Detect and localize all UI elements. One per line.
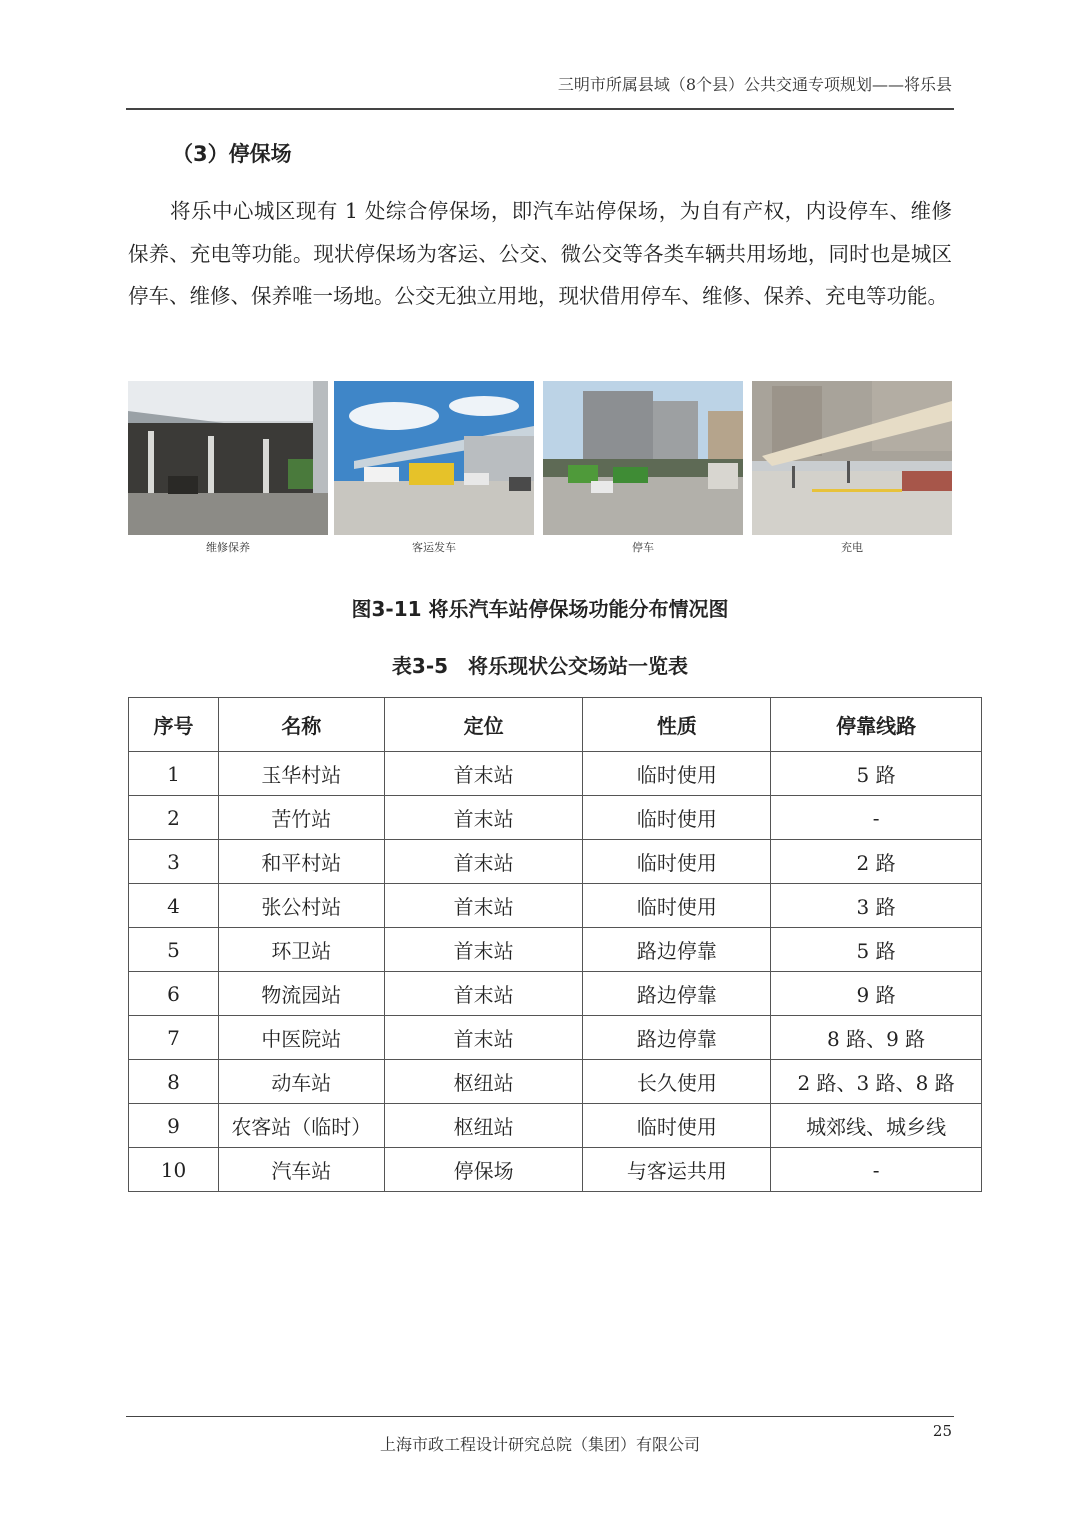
table-caption: 表3-5 将乐现状公交场站一览表: [391, 654, 689, 678]
table-row: [129, 840, 982, 884]
cell-nature: 路边停靠: [583, 928, 771, 972]
cell-routes: 9 路: [771, 972, 982, 1016]
running-footer: 上海市政工程设计研究总院（集团）有限公司: [379, 1435, 700, 1454]
photo-caption-departure: 客运发车: [412, 541, 456, 554]
cell-routes: 5 路: [771, 752, 982, 796]
page-number: 25: [932, 1422, 952, 1440]
table-row: [129, 1104, 982, 1148]
cell-name: 玉华村站: [218, 752, 384, 796]
section-title: （3）停保场: [172, 142, 292, 166]
col-header-name: 名称: [218, 698, 384, 752]
cell-name: 农客站（临时）: [218, 1104, 384, 1148]
photo-parking: [543, 381, 743, 535]
col-header-position: 定位: [384, 698, 583, 752]
cell-name: 中医院站: [218, 1016, 384, 1060]
table-row: [129, 1148, 982, 1192]
cell-nature: 临时使用: [583, 884, 771, 928]
cell-position: 首末站: [384, 1016, 583, 1060]
cell-nature: 临时使用: [583, 752, 771, 796]
table-row: [129, 928, 982, 972]
table-header-row: [129, 698, 982, 752]
cell-name: 汽车站: [218, 1148, 384, 1192]
col-header-index: 序号: [129, 698, 219, 752]
cell-nature: 临时使用: [583, 796, 771, 840]
cell-position: 停保场: [384, 1148, 583, 1192]
cell-index: 10: [129, 1148, 219, 1192]
cell-index: 7: [129, 1016, 219, 1060]
photo-caption-charging: 充电: [841, 541, 863, 554]
photo-caption-maintenance: 维修保养: [206, 541, 250, 554]
cell-index: 5: [129, 928, 219, 972]
cell-position: 首末站: [384, 972, 583, 1016]
cell-routes: 5 路: [771, 928, 982, 972]
photo-maintenance: [128, 381, 328, 535]
table-row: [129, 884, 982, 928]
col-header-nature: 性质: [583, 698, 771, 752]
figure-caption: 图3-11 将乐汽车站停保场功能分布情况图: [351, 597, 729, 621]
cell-name: 张公村站: [218, 884, 384, 928]
photo-charging: [752, 381, 952, 535]
table-row: [129, 1016, 982, 1060]
cell-nature: 与客运共用: [583, 1148, 771, 1192]
cell-position: 首末站: [384, 752, 583, 796]
table-row: [129, 1060, 982, 1104]
stations-table: [128, 697, 982, 1192]
cell-name: 和平村站: [218, 840, 384, 884]
cell-routes: 2 路: [771, 840, 982, 884]
cell-routes: 城郊线、城乡线: [771, 1104, 982, 1148]
cell-routes: -: [771, 796, 982, 840]
col-header-routes: 停靠线路: [771, 698, 982, 752]
body-paragraph: 将乐中心城区现有 1 处综合停保场，即汽车站停保场，为自有产权，内设停车、维修保养、充电等功能。现状停保场为客运、公交、微公交等各类车辆共用场地，同时也是城区停车、维修、保养唯一场地。公交无独立用地，现状借用停车、维修、保养、充电等功能。: [128, 199, 952, 308]
cell-routes: 8 路、9 路: [771, 1016, 982, 1060]
header-rule: [126, 108, 954, 110]
cell-index: 2: [129, 796, 219, 840]
cell-routes: 2 路、3 路、8 路: [771, 1060, 982, 1104]
cell-index: 1: [129, 752, 219, 796]
photo-strip: [128, 381, 952, 557]
cell-index: 8: [129, 1060, 219, 1104]
table-row: [129, 972, 982, 1016]
cell-index: 6: [129, 972, 219, 1016]
cell-nature: 临时使用: [583, 840, 771, 884]
cell-nature: 长久使用: [583, 1060, 771, 1104]
cell-routes: -: [771, 1148, 982, 1192]
cell-index: 9: [129, 1104, 219, 1148]
cell-position: 首末站: [384, 796, 583, 840]
cell-index: 3: [129, 840, 219, 884]
table-row: [129, 752, 982, 796]
photo-departure: [334, 381, 534, 535]
cell-position: 首末站: [384, 840, 583, 884]
cell-nature: 临时使用: [583, 1104, 771, 1148]
cell-name: 苦竹站: [218, 796, 384, 840]
cell-nature: 路边停靠: [583, 1016, 771, 1060]
photo-caption-parking: 停车: [632, 541, 654, 554]
cell-position: 枢纽站: [384, 1104, 583, 1148]
cell-routes: 3 路: [771, 884, 982, 928]
footer-rule: [126, 1416, 954, 1417]
cell-name: 动车站: [218, 1060, 384, 1104]
cell-name: 物流园站: [218, 972, 384, 1016]
cell-nature: 路边停靠: [583, 972, 771, 1016]
cell-name: 环卫站: [218, 928, 384, 972]
cell-position: 枢纽站: [384, 1060, 583, 1104]
table-row: [129, 796, 982, 840]
cell-position: 首末站: [384, 884, 583, 928]
running-header: 三明市所属县域（8个县）公共交通专项规划——将乐县: [557, 75, 952, 94]
cell-index: 4: [129, 884, 219, 928]
cell-position: 首末站: [384, 928, 583, 972]
